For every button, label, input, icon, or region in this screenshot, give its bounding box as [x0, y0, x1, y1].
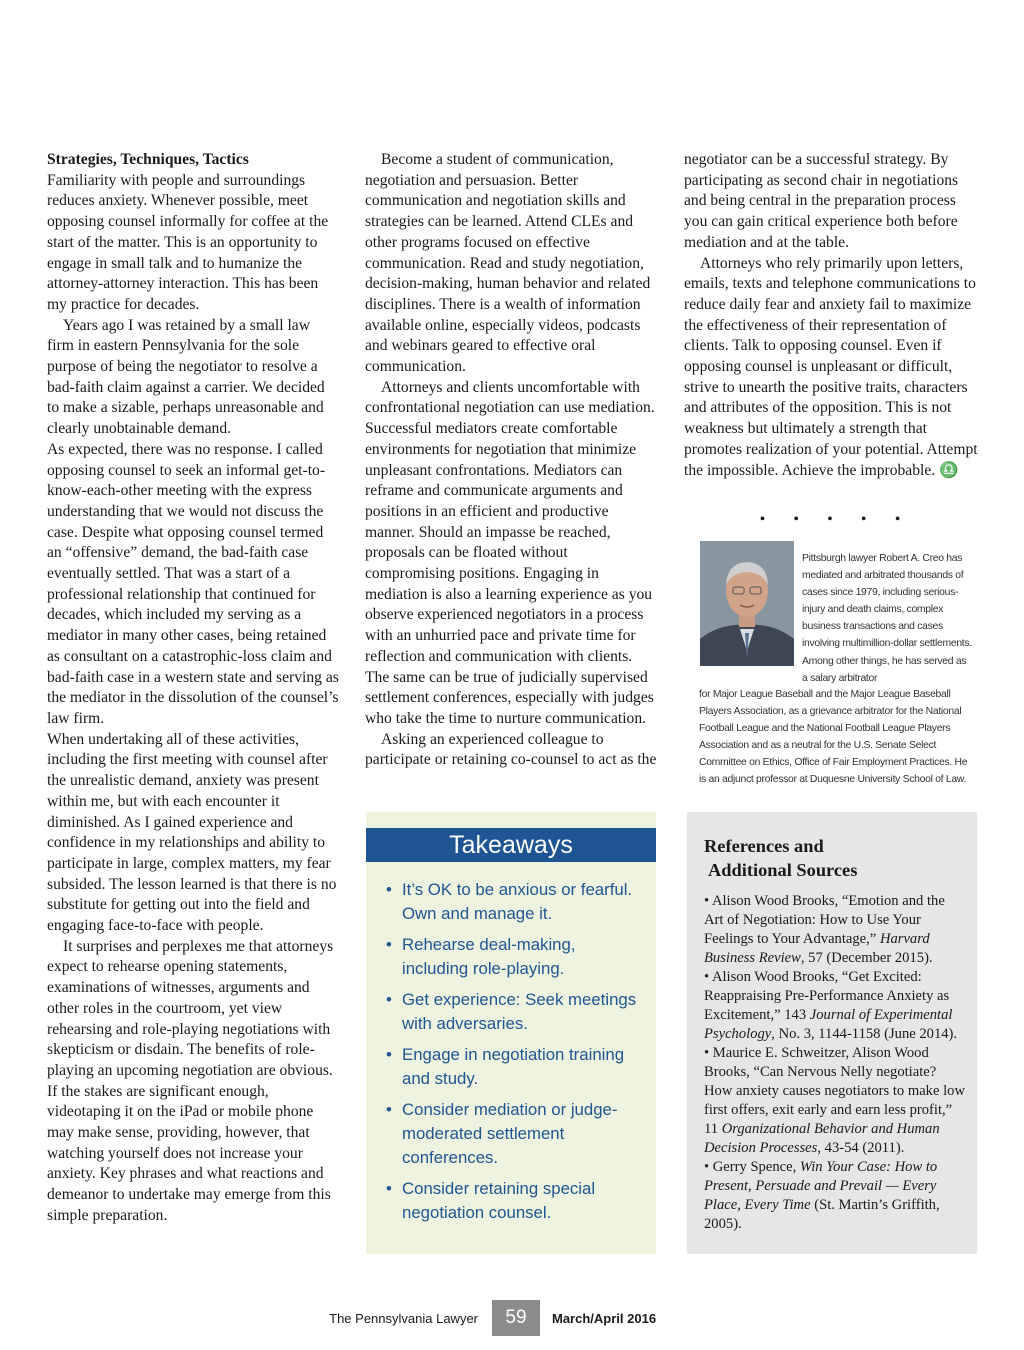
- author-portrait-icon: [700, 541, 794, 666]
- separator-dot: •: [793, 512, 799, 527]
- reference-text: (St. Martin’s Griffith, 2005).: [704, 1197, 940, 1232]
- paragraph: As expected, there was no response. I called opposing counsel to seek an informal get-to-know-each-other meeting with the express understanding that we would not discuss the case. Despite what opposing counsel termed an “offensive” demand, the bad-faith case eventually settled. That was a start of a professional relationship that continued for decades, which included my serving as a mediator in many other cases, being retained as consultant on a catastrophic-loss claim and bad-faith case in a western state and serving as the mediator in the dissolution of the counsel’s law firm.: [47, 440, 339, 727]
- references-box: [687, 812, 977, 1254]
- reference-title: Organizational Behavior and Human Decision Processes: [704, 1121, 940, 1156]
- takeaways-title: Takeaways: [366, 828, 656, 862]
- takeaway-item: • Consider mediation or judge-moderated settlement conferences.: [402, 1098, 642, 1170]
- author-bio-continued: for Major League Baseball and the Major League Baseball Players Association, as a grievance arbitrator for the National Football League and the National Football League Players Association and as a neutral for the U.S. Senate Select Committee on Ethics, Office of Fair Employment Practices. He is an adjunct professor at Duquesne University School of Law.: [699, 689, 968, 786]
- bullet: •: [704, 1045, 710, 1061]
- paragraph: Familiarity with people and surroundings reduces anxiety. Whenever possible, meet opposing counsel informally for coffee at the start of the matter. This is an opportunity to engage in small talk and to humanize the attorney-attorney interaction. This has been my practice for decades.: [47, 171, 329, 313]
- takeaway-item: • Consider retaining special negotiation counsel.: [402, 1177, 642, 1225]
- section-heading: Strategies, Techniques, Tactics: [47, 151, 249, 168]
- takeaway-item: • It’s OK to be anxious or fearful. Own and manage it.: [402, 878, 642, 926]
- footer-publication: The Pennsylvania Lawyer: [329, 1311, 478, 1326]
- author-photo: [700, 541, 794, 666]
- paragraph: negotiator can be a successful strategy. By participating as second chair in negotiations and being central in the preparation process you can gain critical experience both before mediation and at the table.: [684, 151, 959, 251]
- separator-dot: •: [760, 512, 765, 527]
- reference-text: Gerry Spence,: [709, 1159, 800, 1175]
- references-list: [704, 892, 966, 1234]
- bullet: •: [704, 969, 710, 985]
- references-title-line: References and: [704, 836, 824, 856]
- reference-entry: [704, 1158, 966, 1234]
- article-column-2: [365, 150, 657, 771]
- reference-title: Harvard Business Review: [704, 931, 930, 966]
- reference-text: , 57 (December 2015).: [800, 950, 933, 966]
- references-title-line: Additional Sources: [708, 860, 858, 880]
- paragraph: When undertaking all of these activities, including the first meeting with counsel after the unrealistic demand, anxiety was present within me, but with each encounter it diminished. As I gained experience and confidence in my relationships and ability to participate in large, complex matters, my fear subsided. The lesson learned is that there is no substitute for getting out into the field and engaging face-to-face with people.: [47, 730, 337, 935]
- author-bio: Pittsburgh lawyer Robert A. Creo has mediated and arbitrated thousands of cases since 1979, including serious-injury and death claims, complex business transactions and cases involving multimillion-dollar settlements. Among other things, he has served as a salary arbitrator: [802, 553, 972, 684]
- paragraph: Asking an experienced colleague to participate or retaining co-counsel to act as the: [365, 730, 657, 769]
- paragraph: [684, 254, 978, 482]
- end-mark-icon: ♎: [939, 461, 959, 479]
- paragraph: Become a student of communication, negotiation and persuasion. Better communication and negotiation skills and strategies can be learned. Attend CLEs and other programs focused on effective communication. Read and study negotiation, decision-making, human behavior and related disciplines. There is a wealth of information available online, especially videos, podcasts and webinars geared to effective oral communication.: [365, 151, 651, 376]
- separator-dot: •: [861, 512, 867, 527]
- reference-entry: [704, 968, 966, 1044]
- paragraph: Years ago I was retained by a small law firm in eastern Pennsylvania for the sole purpose of being the negotiator to resolve a bad-faith claim against a carrier. We decided to make a sizable, perhaps unreasonable and clearly unobtainable demand.: [47, 316, 325, 438]
- takeaway-item: • Engage in negotiation training and study.: [402, 1043, 642, 1091]
- bullet: •: [704, 1159, 710, 1175]
- reference-text: , 43-54 (2011).: [817, 1140, 905, 1156]
- separator-dots: [760, 512, 900, 528]
- reference-text: , No. 3, 1144-1158 (June 2014).: [771, 1026, 958, 1042]
- reference-title: Journal of Experimental Psychology: [704, 1007, 953, 1042]
- paragraph: It surprises and perplexes me that attorneys expect to rehearse opening statements, examinations of witnesses, arguments and other roles in the courtroom, yet view rehearsing and role-playing negotiations with skepticism or disdain. The benefits of role-playing an upcoming negotiation are obvious. If the stakes are significant enough, videotaping it on the iPad or mobile phone may make sense, providing, however, that watching yourself does not increase your anxiety. Key phrases and what reactions and demeanor to undertake may emerge from this simple preparation.: [47, 937, 334, 1224]
- reference-entry: [704, 892, 966, 968]
- reference-entry: [704, 1044, 966, 1158]
- references-title: [704, 834, 904, 882]
- reference-title: Win Your Case: How to Present, Persuade and Prevail — Every Place, Every Time: [704, 1159, 938, 1213]
- bullet: •: [704, 893, 710, 909]
- footer-issue: March/April 2016: [552, 1311, 657, 1326]
- paragraph-text: Attorneys who rely primarily upon letters, emails, texts and telephone communications to reduce daily fear and anxiety fail to maximize the effectiveness of their representation of clients. Talk to opposing counsel. Even if opposing counsel is unpleasant or difficult, strive to unearth the positive traits, characters and attributes of the opposition. This is not weakness but ultimately a strength that promotes realization of your potential. Attempt the impossible. Achieve the improbable.: [684, 254, 978, 479]
- reference-text: Alison Wood Brooks, “Emotion and the Art of Negotiation: How to Use Your Feelings to Your Advantage,”: [704, 893, 945, 947]
- reference-text: Alison Wood Brooks, “Get Excited: Reappraising Pre-Performance Anxiety as Excitement,” 143: [704, 969, 950, 1023]
- separator-dot: •: [895, 512, 900, 527]
- reference-text: Maurice E. Schweitzer, Alison Wood Brooks, “Can Nervous Nelly negotiate? How anxiety causes negotiators to make low first offers, exit early and earn less profit,” 11: [704, 1045, 965, 1137]
- page-number: 59: [492, 1300, 540, 1336]
- article-column-3: [684, 150, 978, 481]
- article-column-1: [47, 150, 339, 1227]
- takeaways-box: [366, 812, 656, 1254]
- separator-dot: •: [827, 512, 833, 527]
- takeaway-item: • Get experience: Seek meetings with adversaries.: [402, 988, 642, 1036]
- takeaways-list: [366, 878, 642, 1232]
- paragraph: Attorneys and clients uncomfortable with confrontational negotiation can use mediation. Successful mediators create comfortable environments for negotiation that minimize unpleasant confrontations. Mediators can reframe and communicate arguments and positions in an efficient and productive manner. Should an impasse be reached, proposals can be floated without compromising positions. Engaging in mediation is also a learning experience as you observe experienced negotiators in a process with an unhurried pace and private time for reflection and communication with clients. The same can be true of judicially supervised settlement conferences, especially with judges who take the time to nurture communication.: [365, 378, 655, 727]
- takeaway-item: • Rehearse deal-making, including role-playing.: [402, 933, 642, 981]
